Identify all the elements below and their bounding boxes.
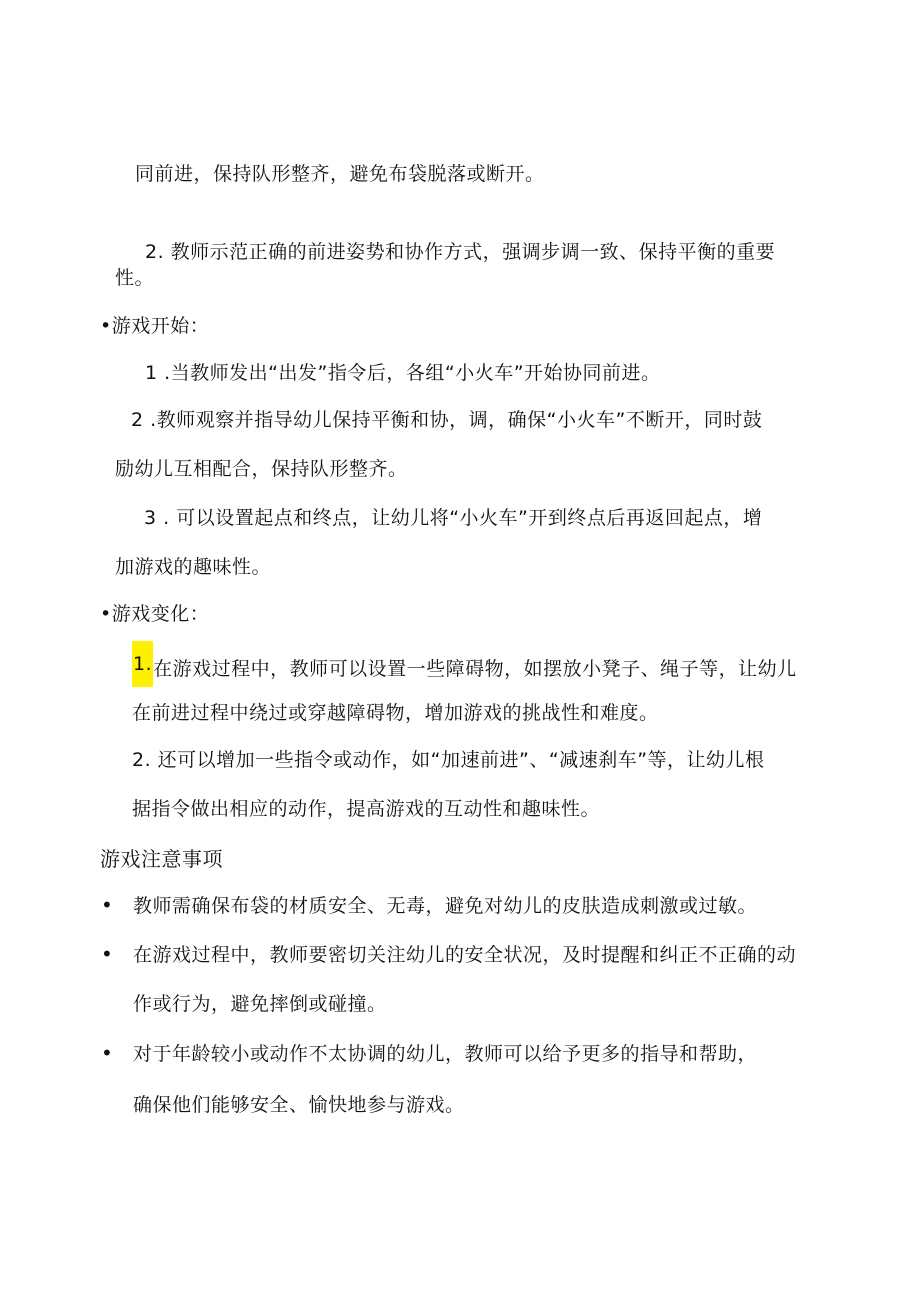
step2-line-1: 2. 教师示范正确的前进姿势和协作方式，强调步调一致、保持平衡的重要: [145, 241, 776, 263]
game-variation-item-2-line-2: 据指令做出相应的动作，提高游戏的互动性和趣味性。: [132, 798, 601, 820]
game-variation-item-1-line-2: 在前进过程中绕过或穿越障碍物，增加游戏的挑战性和难度。: [132, 702, 659, 724]
bullet-icon: •: [101, 893, 113, 917]
game-start-item-3-line-2: 加游戏的趣味性。: [115, 556, 272, 578]
game-variation-item-1-line-1: [132, 652, 797, 687]
game-variation-heading: •游戏变化：: [100, 603, 210, 625]
game-start-item-2-line-1: 2 .教师观察并指导幼儿保持平衡和协，调，确保“小火车”不断开，同时鼓: [131, 409, 763, 431]
notes-item-2-line-2: 作或行为，避免摔倒或碰撞。: [133, 993, 387, 1015]
game-start-heading: •游戏开始：: [100, 315, 210, 337]
game-variation-item-1-text: 在游戏过程中，教师可以设置一些障碍物，如摆放小凳子、绳子等，让幼儿: [153, 658, 797, 680]
notes-item-3-line-1: 对于年龄较小或动作不太协调的幼儿，教师可以给予更多的指导和帮助，: [133, 1043, 758, 1065]
notes-item-3-line-2: 确保他们能够安全、愉快地参与游戏。: [133, 1094, 465, 1116]
highlighted-number: 1.: [132, 641, 153, 687]
bullet-icon: •: [101, 942, 113, 966]
bullet-icon: •: [101, 1041, 113, 1065]
intro-line-1: 同前进，保持队形整齐，避免布袋脱落或断开。: [135, 163, 545, 185]
step2-line-2: 性。: [115, 267, 155, 289]
game-start-item-2-line-2: 励幼儿互相配合，保持队形整齐。: [115, 458, 408, 480]
notes-item-1: 教师需确保布袋的材质安全、无毒，避免对幼儿的皮肤造成刺激或过敏。: [133, 895, 758, 917]
game-start-item-1: 1 .当教师发出“出发”指令后，各组“小火车”开始协同前进。: [145, 362, 661, 384]
notes-item-2-line-1: 在游戏过程中，教师要密切关注幼儿的安全状况，及时提醒和纠正不正确的动: [133, 944, 797, 966]
notes-heading: 游戏注意事项: [100, 847, 223, 871]
game-start-item-3-line-1: 3 . 可以设置起点和终点，让幼儿将“小火车”开到终点后再返回起点，增: [144, 507, 763, 529]
game-variation-item-2-line-1: 2. 还可以增加一些指令或动作，如“加速前进”、“减速刹车”等，让幼儿根: [132, 749, 765, 771]
